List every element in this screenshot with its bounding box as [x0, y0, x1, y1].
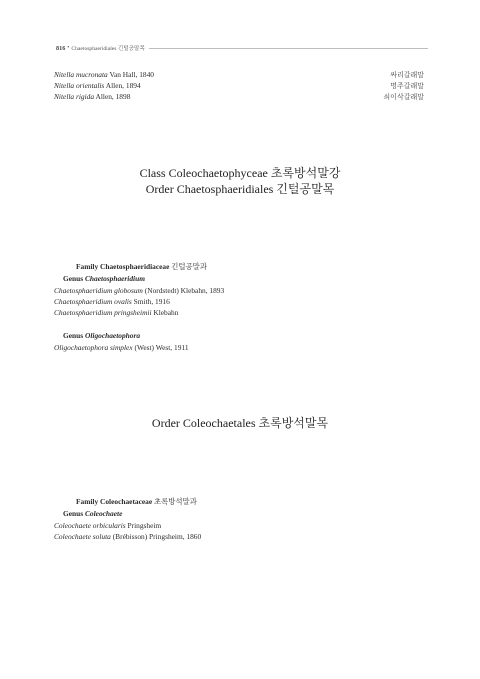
species-name: Nitella mucronata [54, 70, 108, 79]
species-entry [54, 70, 154, 80]
species-name: Nitella orientalis [54, 81, 105, 90]
family-heading [76, 497, 197, 507]
genus-label: Genus [63, 509, 84, 518]
species-name: Chaetosphaeridium pringsheimii [54, 308, 152, 317]
genus-heading [63, 274, 145, 284]
genus-name: Coleochaete [85, 509, 123, 518]
species-korean-name: 싸리갈래말 [390, 71, 424, 79]
species-entry [54, 92, 130, 102]
species-author: Allen, 1894 [105, 81, 141, 90]
header-rule [149, 48, 428, 49]
species-entry [54, 521, 161, 531]
genus-name: Oligochaetophora [85, 331, 141, 340]
species-korean-name: 쇠이삭갈래말 [383, 93, 424, 101]
genus-label: Genus [63, 274, 84, 283]
species-entry [54, 81, 141, 91]
genus-name: Chaetosphaeridium [85, 274, 145, 283]
genus-heading [63, 509, 122, 519]
order-heading: Order Coleochaetales 초록방석말목 [151, 416, 329, 430]
species-author: (West) West, 1911 [134, 343, 189, 352]
page-number: 816 [56, 44, 66, 52]
species-author: Pringsheim [127, 521, 162, 530]
species-entry [54, 532, 201, 542]
running-header [56, 43, 428, 53]
species-author: Klebahn [153, 308, 179, 317]
species-entry [54, 308, 178, 318]
order-heading: Order Chaetosphaeridiales 긴털공말목 [145, 182, 335, 196]
family-korean-name: 초록방석말과 [154, 497, 197, 506]
class-heading: Class Coleochaetophyceae 초록방석말강 [139, 166, 341, 180]
genus-label: Genus [63, 331, 84, 340]
species-author: Allen, 1898 [95, 92, 131, 101]
genus-heading [63, 331, 140, 341]
family-label: Family Chaetosphaeridiaceae [76, 262, 170, 271]
species-name: Coleochaete orbicularis [54, 521, 126, 530]
species-entry [54, 286, 224, 296]
species-author: (Nordstedt) Klebahn, 1893 [144, 286, 225, 295]
species-name: Coleochaete soluta [54, 532, 111, 541]
family-korean-name: 긴털공말과 [171, 262, 207, 271]
species-name: Nitella rigida [54, 92, 95, 101]
family-heading [76, 262, 207, 272]
species-author: Smith, 1916 [133, 297, 170, 306]
species-korean-name: 명주갈래말 [390, 82, 424, 90]
running-title: Chaetosphaeridiales 긴털공말목 [71, 46, 145, 52]
species-name: Oligochaetophora simplex [54, 343, 133, 352]
header-bullet: • [67, 45, 70, 51]
species-author: (Brébisson) Pringsheim, 1860 [112, 532, 202, 541]
species-author: Van Hall, 1840 [109, 70, 154, 79]
species-name: Chaetosphaeridium globosum [54, 286, 143, 295]
species-entry [54, 343, 189, 353]
species-name: Chaetosphaeridium ovalis [54, 297, 132, 306]
species-entry [54, 297, 170, 307]
family-label: Family Coleochaetaceae [76, 497, 153, 506]
